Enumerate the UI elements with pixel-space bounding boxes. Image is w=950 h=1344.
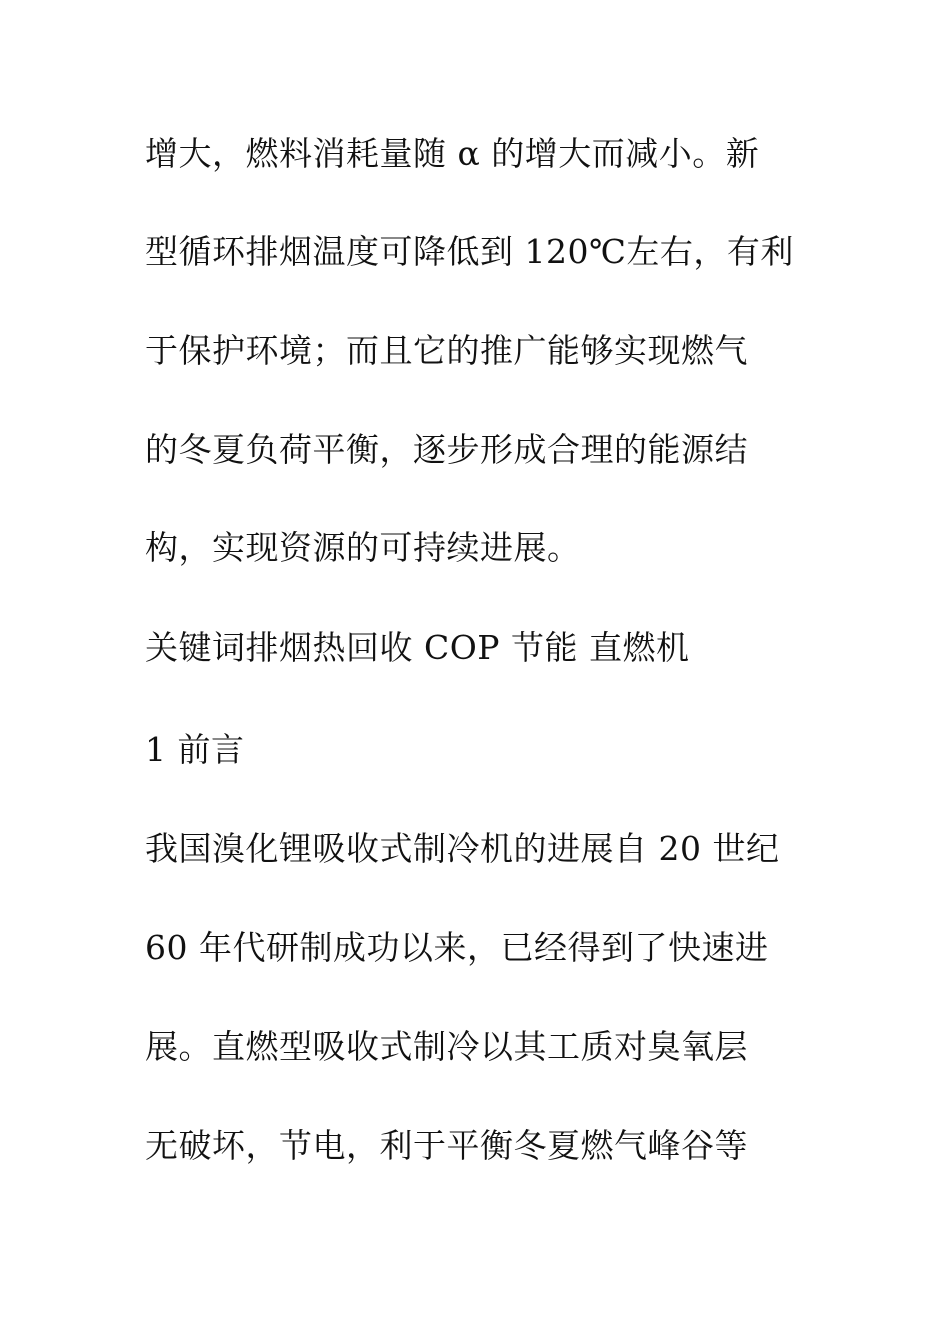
paragraph-line: 增大，燃料消耗量随 α 的增大而减小。新 [145, 134, 760, 173]
paragraph-line: 型循环排烟温度可降低到 120℃左右，有利 [145, 232, 794, 271]
paragraph-line: 于保护环境；而且它的推广能够实现燃气 [145, 331, 748, 370]
paragraph-line: 展。直燃型吸收式制冷以其工质对臭氧层 [145, 1027, 748, 1066]
paragraph-line: 的冬夏负荷平衡，逐步形成合理的能源结 [145, 430, 748, 469]
paragraph-line: 60 年代研制成功以来，已经得到了快速进 [145, 928, 769, 967]
paragraph-line: 构，实现资源的可持续进展。 [145, 528, 581, 567]
paragraph-line: 无破坏，节电，利于平衡冬夏燃气峰谷等 [145, 1126, 748, 1165]
paragraph-line: 我国溴化锂吸收式制冷机的进展自 20 世纪 [145, 829, 780, 868]
section-heading: 1 前言 [145, 730, 245, 769]
keywords-line: 关键词排烟热回收 COP 节能 直燃机 [145, 628, 690, 667]
